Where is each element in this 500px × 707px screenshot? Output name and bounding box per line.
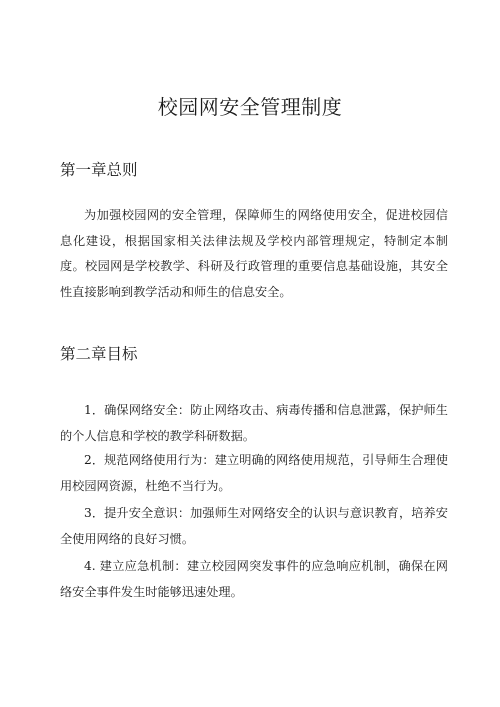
objective-item: 4. 建立应急机制：建立校园网突发事件的应急响应机制，确保在网络安全事件发生时能够迅速处理。 bbox=[60, 559, 448, 599]
objective-item: 2．规范网络使用行为：建立明确的网络使用规范，引导师生合理使用校园网资源，杜绝不当行为。 bbox=[60, 453, 448, 493]
objective-item: 1．确保网络安全：防止网络攻击、病毒传播和信息泄露，保护师生的个人信息和学校的教学科研数据。 bbox=[60, 403, 448, 443]
chapter-heading-general: 第一章总则 bbox=[60, 161, 138, 179]
paragraph-general-provisions: 为加强校园网的安全管理，保障师生的网络使用安全，促进校园信息化建设，根据国家相关法律法规及学校内部管理规定，特制定本制度。校园网是学校教学、科研及行政管理的重要信息基础设施，其安全性直接影响到教学活动和师生的信息安全。 bbox=[60, 208, 448, 299]
objective-item: 3．提升安全意识：加强师生对网络安全的认识与意识教育，培养安全使用网络的良好习惯。 bbox=[60, 506, 448, 546]
document-title: 校园网安全管理制度 bbox=[157, 95, 343, 119]
chapter-heading-objectives: 第二章目标 bbox=[60, 345, 138, 363]
